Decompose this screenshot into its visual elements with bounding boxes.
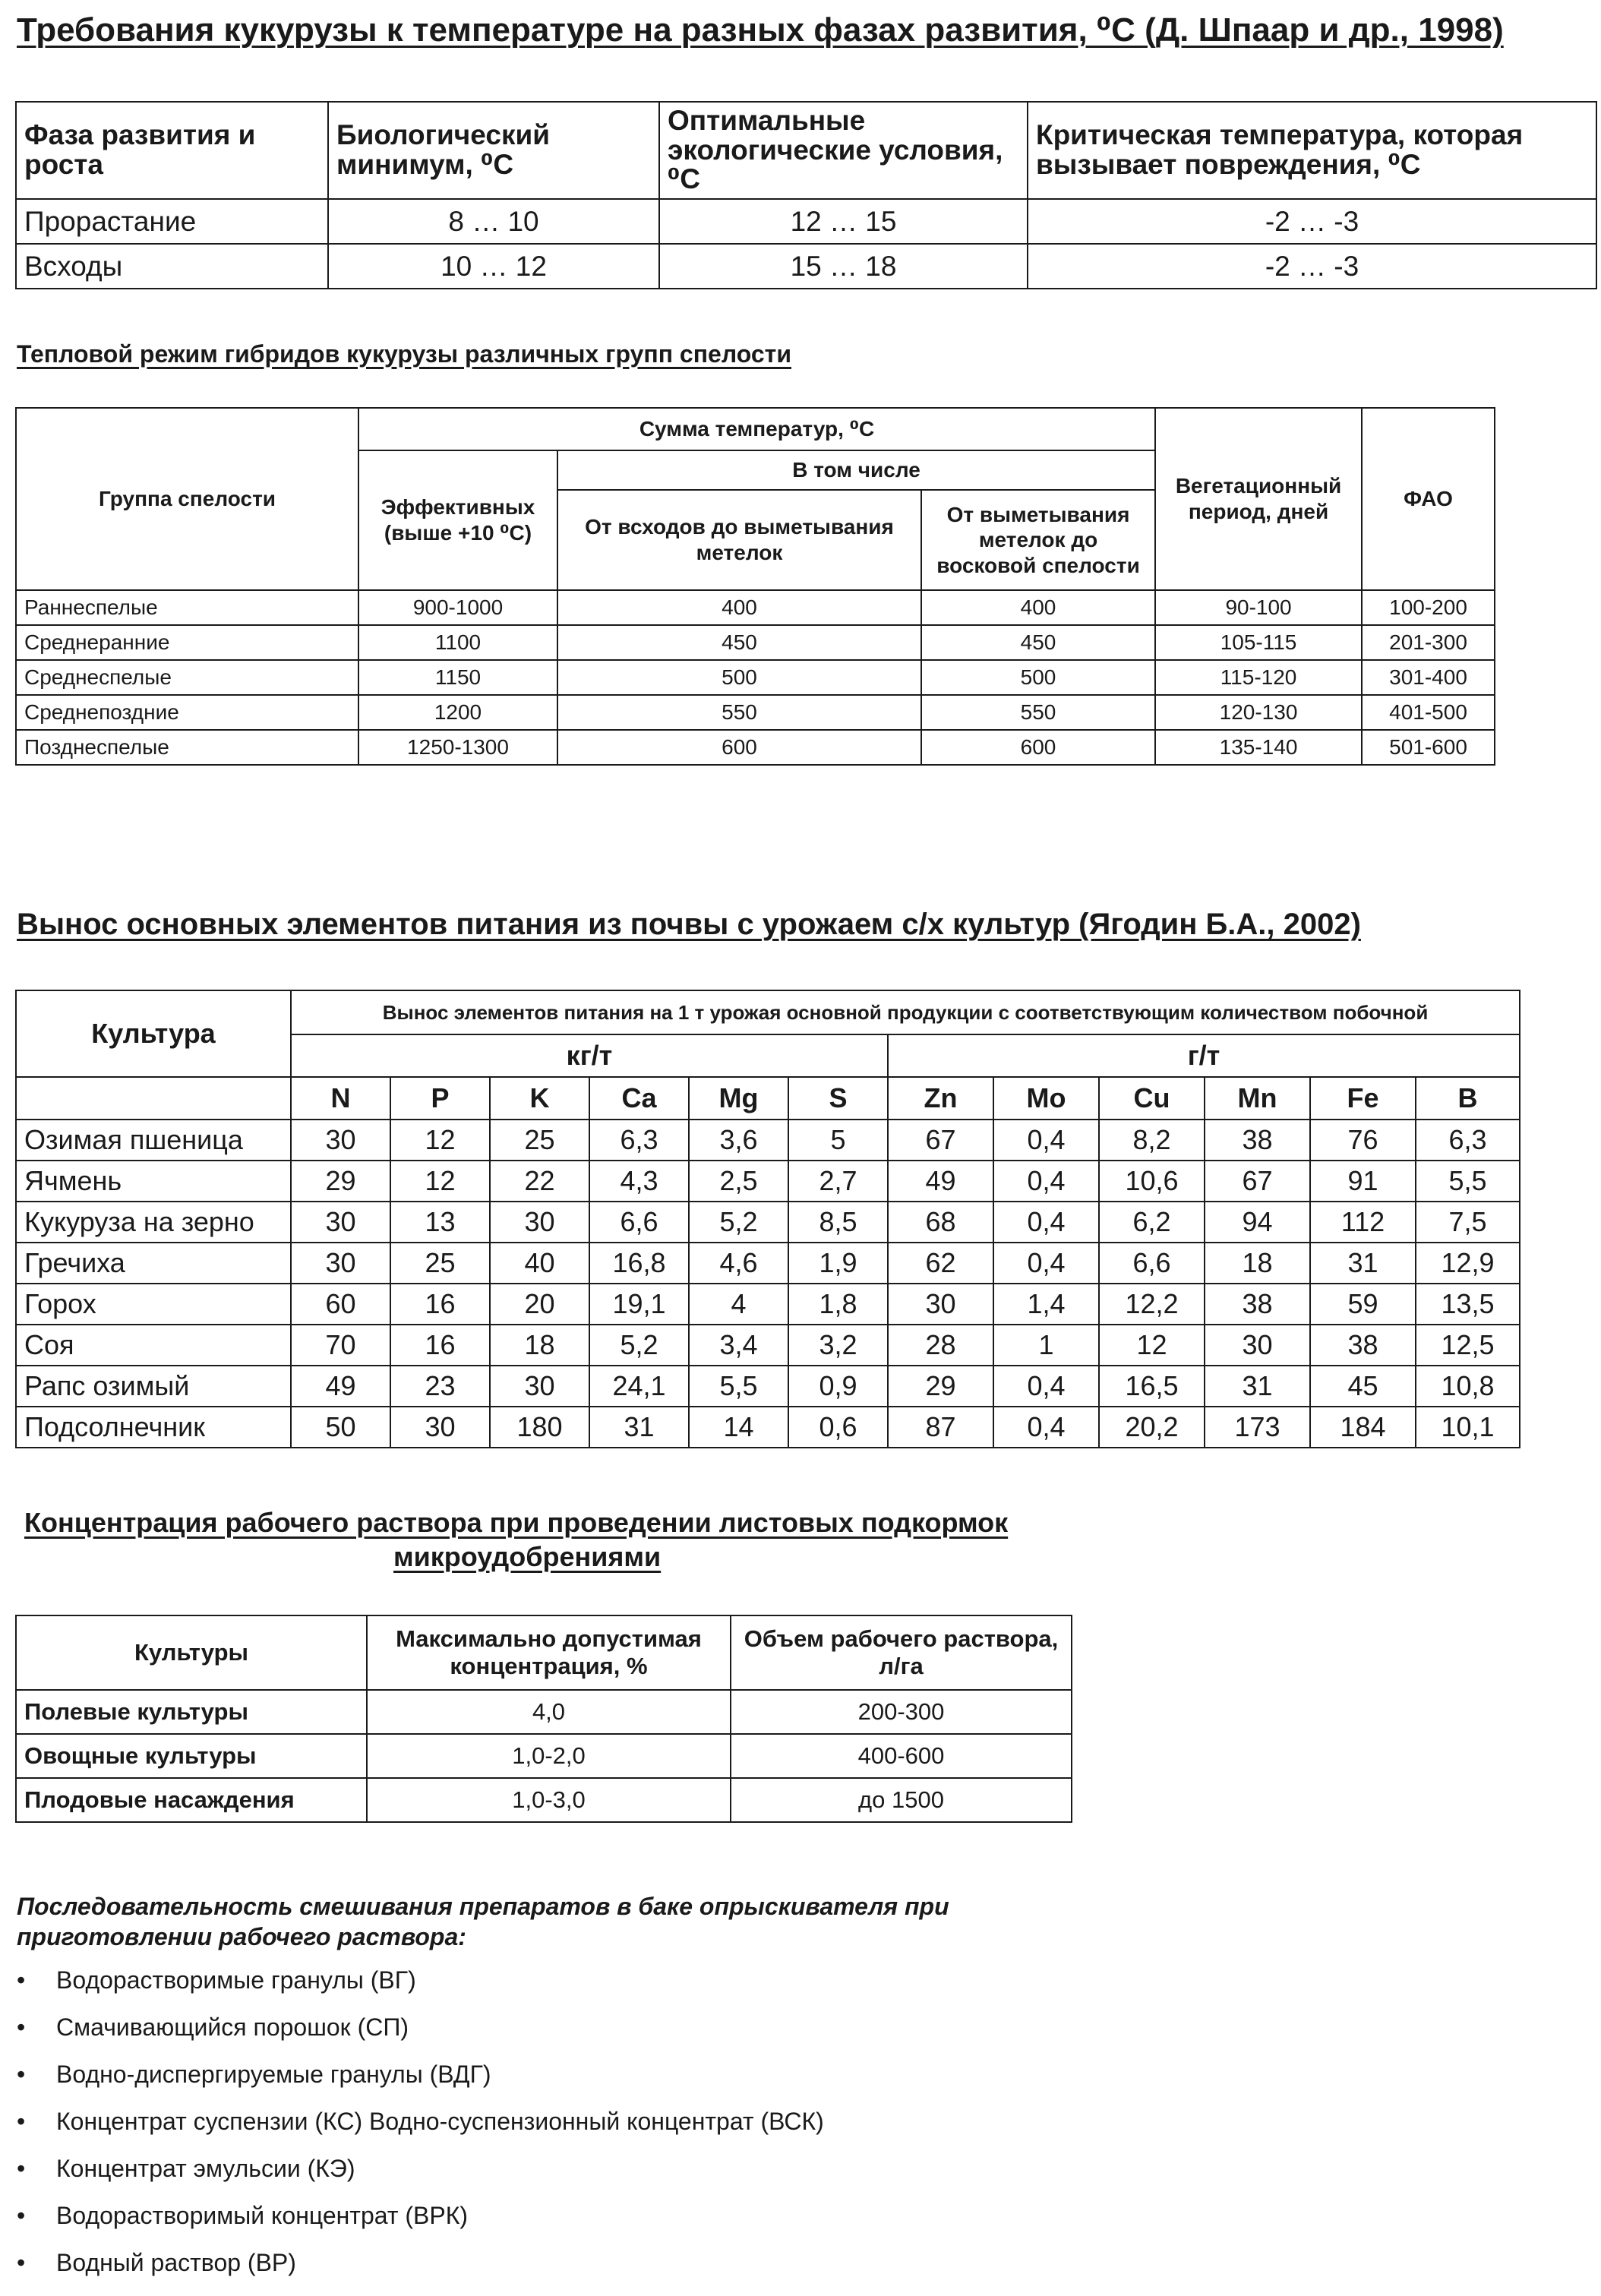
header-culture: Культура	[16, 990, 291, 1077]
table-header-row	[16, 408, 1495, 450]
cell: 900-1000	[358, 590, 557, 625]
value-cell: 4	[689, 1284, 788, 1325]
value-cell: 0,4	[993, 1366, 1099, 1407]
cell: 105-115	[1155, 625, 1362, 660]
value-cell: 8,5	[788, 1202, 888, 1243]
cell: до 1500	[731, 1778, 1072, 1822]
value-cell: 30	[888, 1284, 993, 1325]
cell: Позднеспелые	[16, 730, 358, 765]
cell: 450	[921, 625, 1155, 660]
value-cell: 173	[1205, 1407, 1310, 1448]
header-g-per-t: г/т	[888, 1034, 1520, 1077]
table-row	[16, 1161, 1520, 1202]
value-cell: 62	[888, 1243, 993, 1284]
value-cell: 20,2	[1099, 1407, 1205, 1448]
cell: 401-500	[1362, 695, 1495, 730]
value-cell: 4,3	[589, 1161, 689, 1202]
value-cell: 16,5	[1099, 1366, 1205, 1407]
cell: 120-130	[1155, 695, 1362, 730]
value-cell: 67	[1205, 1161, 1310, 1202]
bullet-icon: •	[17, 2249, 26, 2276]
table-row	[16, 1734, 1072, 1778]
header-element: Mo	[993, 1077, 1099, 1120]
cell: 500	[557, 660, 921, 695]
value-cell: 70	[291, 1325, 390, 1366]
header-element: K	[490, 1077, 589, 1120]
table-row	[16, 199, 1596, 244]
table-row	[16, 1325, 1520, 1366]
value-cell: 8,2	[1099, 1120, 1205, 1161]
cell: 1150	[358, 660, 557, 695]
cell: 501-600	[1362, 730, 1495, 765]
solution-concentration-table	[15, 1615, 1072, 1823]
value-cell: 45	[1310, 1366, 1416, 1407]
value-cell: 14	[689, 1407, 788, 1448]
list-item-label: Смачивающийся порошок (СП)	[56, 2013, 409, 2041]
cell: 200-300	[731, 1690, 1072, 1734]
culture-cell: Рапс озимый	[16, 1366, 291, 1407]
cell: 1,0-2,0	[367, 1734, 731, 1778]
value-cell: 2,7	[788, 1161, 888, 1202]
header-blank	[16, 1077, 291, 1120]
value-cell: 60	[291, 1284, 390, 1325]
header-element: Mg	[689, 1077, 788, 1120]
value-cell: 91	[1310, 1161, 1416, 1202]
value-cell: 0,4	[993, 1243, 1099, 1284]
table-header-row	[16, 990, 1520, 1034]
value-cell: 29	[291, 1161, 390, 1202]
cell: 400	[921, 590, 1155, 625]
header-bio-min: Биологический минимум, ⁰С	[328, 102, 659, 199]
value-cell: 1	[993, 1325, 1099, 1366]
value-cell: 13,5	[1416, 1284, 1520, 1325]
value-cell: 10,1	[1416, 1407, 1520, 1448]
value-cell: 40	[490, 1243, 589, 1284]
cell: 100-200	[1362, 590, 1495, 625]
cell: 15 … 18	[659, 244, 1028, 289]
value-cell: 31	[1205, 1366, 1310, 1407]
table-row	[16, 695, 1495, 730]
value-cell: 12	[1099, 1325, 1205, 1366]
value-cell: 3,2	[788, 1325, 888, 1366]
value-cell: 94	[1205, 1202, 1310, 1243]
heat-regime-table	[15, 407, 1495, 766]
value-cell: 6,2	[1099, 1202, 1205, 1243]
cell: 1200	[358, 695, 557, 730]
cell: 550	[921, 695, 1155, 730]
cell: Среднеранние	[16, 625, 358, 660]
cell: 10 … 12	[328, 244, 659, 289]
value-cell: 180	[490, 1407, 589, 1448]
value-cell: 30	[390, 1407, 490, 1448]
list-item-label: Концентрат эмульсии (КЭ)	[56, 2155, 355, 2182]
header-group: Группа спелости	[16, 408, 358, 590]
value-cell: 0,6	[788, 1407, 888, 1448]
header-max-concentration: Максимально допустимая концентрация, %	[367, 1615, 731, 1690]
cell: 1100	[358, 625, 557, 660]
table-header-row	[16, 1077, 1520, 1120]
table-row	[16, 625, 1495, 660]
value-cell: 3,6	[689, 1120, 788, 1161]
cell: 400	[557, 590, 921, 625]
value-cell: 0,4	[993, 1407, 1099, 1448]
culture-cell: Озимая пшеница	[16, 1120, 291, 1161]
culture-cell: Гречиха	[16, 1243, 291, 1284]
header-element: N	[291, 1077, 390, 1120]
value-cell: 24,1	[589, 1366, 689, 1407]
cell: -2 … -3	[1028, 244, 1596, 289]
value-cell: 6,3	[589, 1120, 689, 1161]
table-row	[16, 590, 1495, 625]
bullet-icon: •	[17, 2013, 26, 2041]
bullet-icon: •	[17, 2061, 26, 2088]
value-cell: 49	[888, 1161, 993, 1202]
value-cell: 0,9	[788, 1366, 888, 1407]
table-row	[16, 1690, 1072, 1734]
culture-cell: Подсолнечник	[16, 1407, 291, 1448]
value-cell: 18	[490, 1325, 589, 1366]
value-cell: 1,4	[993, 1284, 1099, 1325]
value-cell: 22	[490, 1161, 589, 1202]
table-row	[16, 1243, 1520, 1284]
value-cell: 31	[589, 1407, 689, 1448]
cell: Прорастание	[16, 199, 328, 244]
bullet-icon: •	[17, 2108, 26, 2135]
value-cell: 19,1	[589, 1284, 689, 1325]
table-row	[16, 1202, 1520, 1243]
mixing-order-title: Последовательность смешивания препаратов в баке опрыскивателя при приготовлении рабочего раствора:	[17, 1893, 949, 1950]
cell: Овощные культуры	[16, 1734, 367, 1778]
cell: 8 … 10	[328, 199, 659, 244]
cell: 201-300	[1362, 625, 1495, 660]
value-cell: 25	[390, 1243, 490, 1284]
value-cell: 184	[1310, 1407, 1416, 1448]
value-cell: 25	[490, 1120, 589, 1161]
header-element: Ca	[589, 1077, 689, 1120]
cell: 600	[557, 730, 921, 765]
t1-title: Требования кукурузы к температуре на разных фазах развития, ⁰С (Д. Шпаар и др., 1998)	[17, 11, 1504, 49]
value-cell: 30	[490, 1202, 589, 1243]
cell: 12 … 15	[659, 199, 1028, 244]
header-removal: Вынос элементов питания на 1 т урожая основной продукции с соответствующим количеством побочной	[291, 990, 1520, 1034]
value-cell: 18	[1205, 1243, 1310, 1284]
cell: Среднеспелые	[16, 660, 358, 695]
value-cell: 0,4	[993, 1202, 1099, 1243]
header-veg-period: Вегетационный период, дней	[1155, 408, 1362, 590]
header-tassel-to-wax: От выметывания метелок до восковой спелости	[921, 490, 1155, 590]
value-cell: 16	[390, 1284, 490, 1325]
value-cell: 10,6	[1099, 1161, 1205, 1202]
cell: Среднепоздние	[16, 695, 358, 730]
value-cell: 38	[1205, 1284, 1310, 1325]
value-cell: 30	[490, 1366, 589, 1407]
list-item-label: Концентрат суспензии (КС) Водно-суспензионный концентрат (ВСК)	[56, 2108, 824, 2135]
value-cell: 49	[291, 1366, 390, 1407]
list-item	[17, 2013, 824, 2061]
value-cell: 38	[1205, 1120, 1310, 1161]
nutrient-removal-table	[15, 990, 1520, 1448]
header-critical: Критическая температура, которая вызывает повреждения, ⁰С	[1028, 102, 1596, 199]
value-cell: 1,9	[788, 1243, 888, 1284]
list-item	[17, 2202, 824, 2249]
value-cell: 5,5	[689, 1366, 788, 1407]
culture-cell: Горох	[16, 1284, 291, 1325]
value-cell: 13	[390, 1202, 490, 1243]
value-cell: 6,6	[1099, 1243, 1205, 1284]
value-cell: 30	[291, 1202, 390, 1243]
temperature-requirements-table	[15, 101, 1597, 289]
list-item	[17, 2155, 824, 2202]
table-row	[16, 1120, 1520, 1161]
cell: 301-400	[1362, 660, 1495, 695]
value-cell: 16	[390, 1325, 490, 1366]
header-fao: ФАО	[1362, 408, 1495, 590]
header-solution-volume: Объем рабочего раствора, л/га	[731, 1615, 1072, 1690]
value-cell: 6,6	[589, 1202, 689, 1243]
value-cell: 12,9	[1416, 1243, 1520, 1284]
list-item	[17, 2249, 824, 2296]
value-cell: 38	[1310, 1325, 1416, 1366]
value-cell: 5,5	[1416, 1161, 1520, 1202]
cell: Раннеспелые	[16, 590, 358, 625]
cell: 1250-1300	[358, 730, 557, 765]
header-element: S	[788, 1077, 888, 1120]
value-cell: 12,5	[1416, 1325, 1520, 1366]
value-cell: 12	[390, 1161, 490, 1202]
t4-title-line1: Концентрация рабочего раствора при проведении листовых подкормок	[24, 1507, 1009, 1538]
value-cell: 112	[1310, 1202, 1416, 1243]
value-cell: 6,3	[1416, 1120, 1520, 1161]
header-sum: Сумма температур, ⁰С	[358, 408, 1155, 450]
table-row	[16, 660, 1495, 695]
list-item-label: Водно-диспергируемые гранулы (ВДГ)	[56, 2061, 491, 2088]
value-cell: 68	[888, 1202, 993, 1243]
header-kg-per-t: кг/т	[291, 1034, 888, 1077]
value-cell: 67	[888, 1120, 993, 1161]
cell: 400-600	[731, 1734, 1072, 1778]
culture-cell: Соя	[16, 1325, 291, 1366]
bullet-icon: •	[17, 2155, 26, 2182]
list-item-label: Водорастворимый концентрат (ВРК)	[56, 2202, 469, 2229]
cell: -2 … -3	[1028, 199, 1596, 244]
t4-title-line2: микроудобрениями	[393, 1541, 662, 1572]
value-cell: 5,2	[689, 1202, 788, 1243]
value-cell: 20	[490, 1284, 589, 1325]
table-row	[16, 1366, 1520, 1407]
header-element: Cu	[1099, 1077, 1205, 1120]
value-cell: 3,4	[689, 1325, 788, 1366]
value-cell: 1,8	[788, 1284, 888, 1325]
header-phase: Фаза развития и роста	[16, 102, 328, 199]
mixing-order-list	[17, 1966, 824, 2296]
value-cell: 2,5	[689, 1161, 788, 1202]
t2-title: Тепловой режим гибридов кукурузы различных групп спелости	[17, 340, 791, 368]
value-cell: 87	[888, 1407, 993, 1448]
cell: 450	[557, 625, 921, 660]
t3-title: Вынос основных элементов питания из почвы с урожаем с/х культур (Ягодин Б.А., 2002)	[17, 908, 1361, 941]
value-cell: 0,4	[993, 1161, 1099, 1202]
cell: 550	[557, 695, 921, 730]
table-header-row	[16, 102, 1596, 199]
value-cell: 31	[1310, 1243, 1416, 1284]
bullet-icon: •	[17, 2202, 26, 2229]
value-cell: 29	[888, 1366, 993, 1407]
header-element: P	[390, 1077, 490, 1120]
cell: Всходы	[16, 244, 328, 289]
value-cell: 30	[291, 1120, 390, 1161]
cell: 4,0	[367, 1690, 731, 1734]
value-cell: 16,8	[589, 1243, 689, 1284]
table-row	[16, 244, 1596, 289]
cell: 600	[921, 730, 1155, 765]
value-cell: 12,2	[1099, 1284, 1205, 1325]
header-element: Zn	[888, 1077, 993, 1120]
value-cell: 50	[291, 1407, 390, 1448]
list-item	[17, 2108, 824, 2155]
value-cell: 5	[788, 1120, 888, 1161]
bullet-icon: •	[17, 1966, 26, 1994]
header-element: B	[1416, 1077, 1520, 1120]
table-header-row	[16, 1615, 1072, 1690]
table-row	[16, 1778, 1072, 1822]
list-item-label: Водный раствор (ВР)	[56, 2249, 296, 2276]
value-cell: 7,5	[1416, 1202, 1520, 1243]
value-cell: 59	[1310, 1284, 1416, 1325]
culture-cell: Ячмень	[16, 1161, 291, 1202]
value-cell: 10,8	[1416, 1366, 1520, 1407]
cell: 115-120	[1155, 660, 1362, 695]
table-row	[16, 730, 1495, 765]
culture-cell: Кукуруза на зерно	[16, 1202, 291, 1243]
header-sprout-to-tassel: От всходов до выметывания метелок	[557, 490, 921, 590]
list-item-label: Водорастворимые гранулы (ВГ)	[56, 1966, 416, 1994]
cell: 500	[921, 660, 1155, 695]
table-row	[16, 1407, 1520, 1448]
list-item	[17, 2061, 824, 2108]
cell: Полевые культуры	[16, 1690, 367, 1734]
value-cell: 5,2	[589, 1325, 689, 1366]
cell: Плодовые насаждения	[16, 1778, 367, 1822]
value-cell: 0,4	[993, 1120, 1099, 1161]
value-cell: 30	[291, 1243, 390, 1284]
list-item	[17, 1966, 824, 2013]
cell: 90-100	[1155, 590, 1362, 625]
value-cell: 28	[888, 1325, 993, 1366]
header-cultures: Культуры	[16, 1615, 367, 1690]
value-cell: 4,6	[689, 1243, 788, 1284]
cell: 135-140	[1155, 730, 1362, 765]
header-optimal: Оптимальные экологические условия, ⁰С	[659, 102, 1028, 199]
header-effective: Эффективных (выше +10 ⁰С)	[358, 450, 557, 590]
value-cell: 23	[390, 1366, 490, 1407]
value-cell: 30	[1205, 1325, 1310, 1366]
cell: 1,0-3,0	[367, 1778, 731, 1822]
table-row	[16, 1284, 1520, 1325]
value-cell: 76	[1310, 1120, 1416, 1161]
value-cell: 12	[390, 1120, 490, 1161]
header-element: Mn	[1205, 1077, 1310, 1120]
header-including: В том числе	[557, 450, 1155, 490]
header-element: Fe	[1310, 1077, 1416, 1120]
